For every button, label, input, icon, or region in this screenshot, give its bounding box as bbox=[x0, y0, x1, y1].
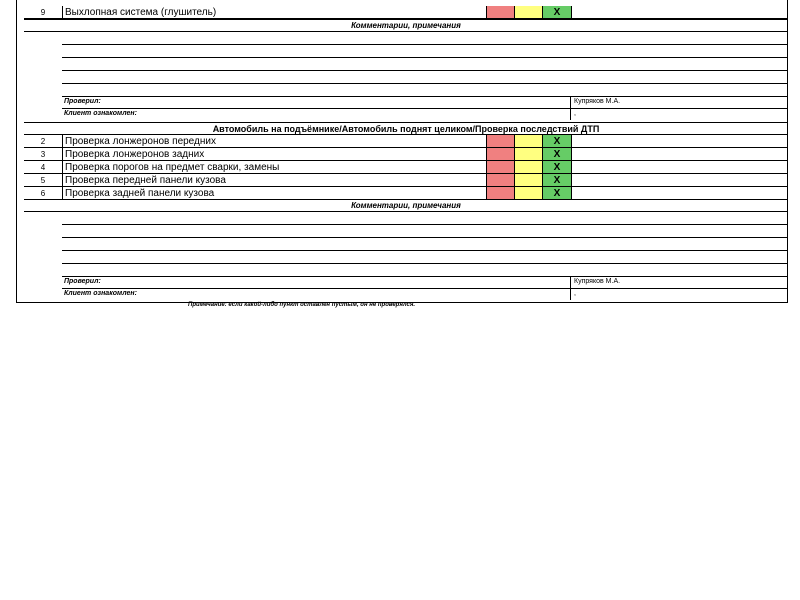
comments-header: Комментарии, примечания bbox=[351, 201, 461, 210]
checked-by-label: Проверил: bbox=[64, 98, 101, 105]
item-number: 6 bbox=[40, 189, 46, 198]
status-red-cell[interactable] bbox=[486, 174, 514, 186]
table-row bbox=[24, 174, 788, 187]
status-green-cell[interactable]: X bbox=[542, 187, 571, 199]
checked-by-value: Купряков М.А. bbox=[570, 276, 788, 288]
divider bbox=[571, 187, 572, 199]
item-label: Проверка порогов на предмет сварки, замены bbox=[62, 161, 486, 173]
client-ack-row bbox=[62, 108, 788, 120]
status-red-cell[interactable] bbox=[486, 161, 514, 173]
checked-by-value: Купряков М.А. bbox=[570, 96, 788, 108]
status-green-cell[interactable]: X bbox=[542, 6, 571, 18]
section-title: Автомобиль на подъёмнике/Автомобиль поднят целиком/Проверка последствий ДТП bbox=[212, 124, 600, 134]
item-number: 5 bbox=[40, 176, 46, 185]
comment-line bbox=[62, 250, 788, 251]
comment-line bbox=[62, 57, 788, 58]
checked-by-row bbox=[62, 276, 788, 288]
item-label: Проверка лонжеронов задних bbox=[62, 148, 486, 160]
status-yellow-cell[interactable] bbox=[514, 148, 542, 160]
status-red-cell[interactable] bbox=[486, 148, 514, 160]
client-ack-label: Клиент ознакомлен: bbox=[64, 290, 137, 297]
footnote: Примечание: если какой-либо пункт оставлен пустым, он не проверялся. bbox=[188, 302, 416, 308]
divider bbox=[571, 174, 572, 186]
status-green-cell[interactable]: X bbox=[542, 161, 571, 173]
table-row bbox=[24, 148, 788, 161]
status-red-cell[interactable] bbox=[486, 6, 514, 18]
comment-line bbox=[62, 44, 788, 45]
checked-by-label: Проверил: bbox=[64, 278, 101, 285]
section-title-row bbox=[24, 122, 788, 135]
comments-header: Комментарии, примечания bbox=[351, 21, 461, 30]
checked-by-row bbox=[62, 96, 788, 108]
item-number: 4 bbox=[40, 163, 46, 172]
table-row bbox=[24, 161, 788, 174]
divider bbox=[571, 148, 572, 160]
table-row bbox=[24, 6, 788, 19]
comment-line bbox=[62, 83, 788, 84]
divider bbox=[571, 161, 572, 173]
status-red-cell[interactable] bbox=[486, 135, 514, 147]
item-number: 3 bbox=[40, 150, 46, 159]
client-ack-value: , bbox=[570, 108, 788, 120]
status-red-cell[interactable] bbox=[486, 187, 514, 199]
item-number: 9 bbox=[40, 8, 46, 17]
item-number: 2 bbox=[40, 137, 46, 146]
status-green-cell[interactable]: X bbox=[542, 135, 571, 147]
status-green-cell[interactable]: X bbox=[542, 174, 571, 186]
comment-line bbox=[62, 224, 788, 225]
comment-line bbox=[62, 263, 788, 264]
divider bbox=[571, 135, 572, 147]
status-yellow-cell[interactable] bbox=[514, 6, 542, 18]
status-yellow-cell[interactable] bbox=[514, 174, 542, 186]
comment-line bbox=[62, 70, 788, 71]
status-yellow-cell[interactable] bbox=[514, 187, 542, 199]
comment-line bbox=[62, 237, 788, 238]
status-yellow-cell[interactable] bbox=[514, 161, 542, 173]
divider bbox=[571, 6, 572, 18]
comments-header-row bbox=[24, 19, 788, 32]
table-row bbox=[24, 135, 788, 148]
status-green-cell[interactable]: X bbox=[542, 148, 571, 160]
item-label: Выхлопная система (глушитель) bbox=[62, 6, 486, 18]
item-label: Проверка задней панели кузова bbox=[62, 187, 486, 199]
item-label: Проверка лонжеронов передних bbox=[62, 135, 486, 147]
item-label: Проверка передней панели кузова bbox=[62, 174, 486, 186]
client-ack-label: Клиент ознакомлен: bbox=[64, 110, 137, 117]
client-ack-row bbox=[62, 288, 788, 300]
status-yellow-cell[interactable] bbox=[514, 135, 542, 147]
client-ack-value: , bbox=[570, 288, 788, 300]
comments-header-row bbox=[24, 199, 788, 212]
